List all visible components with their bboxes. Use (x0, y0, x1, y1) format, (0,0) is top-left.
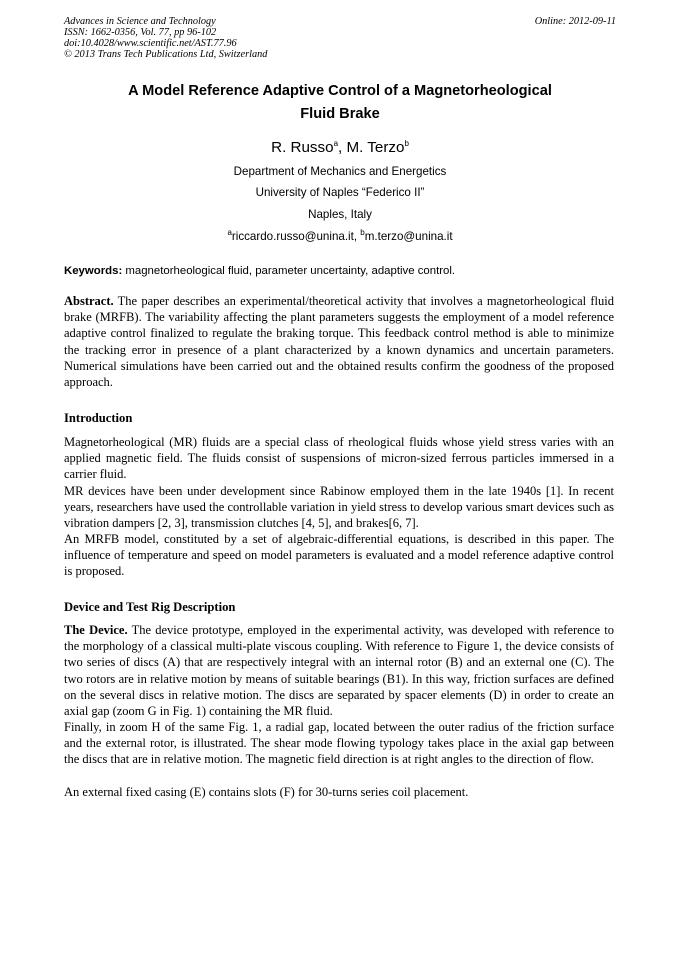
email-1: riccardo.russo@unina.it, (231, 230, 361, 243)
introduction-paragraph-2: MR devices have been under development since Rabinow employed them in the late 1940s [1]. In recent years, researchers have used the controllable variation in yield stress to develop various smart devices such as vibration dampers [2, 3], transmission clutches [4, 5], and brakes[6, 7]. (64, 484, 614, 531)
device-run-in: The Device. (64, 623, 128, 637)
abstract-label: Abstract. (64, 294, 114, 308)
journal-doi: doi:10.4028/www.scientific.net/AST.77.96 (64, 38, 237, 49)
device-paragraph-1 (64, 622, 614, 719)
device-paragraph-1-text: The device prototype, employed in the experimental activity, was developed with reference to the morphology of a classical multi-plate viscous coupling. With reference to Figure 1, the device consists of two series of discs (A) that are respectively integral with an internal rotor (B) and an external one (C). The two rotors are in relative motion by means of suitable bearings (B1). In this way, friction surfaces are defined on the several discs in relative motion. The discs are separated by spacer elements (D) in order to create an axial gap (zoom G in Fig. 1) containing the MR fluid. (64, 623, 615, 719)
title-line-2: Fluid Brake (300, 106, 380, 122)
journal-copyright: © 2013 Trans Tech Publications Ltd, Switzerland (64, 49, 268, 60)
keywords (64, 264, 624, 278)
device-paragraph-2: Finally, in zoom H of the same Fig. 1, a radial gap, located between the outer radius of the friction surface and the external rotor, is illustrated. The shear mode flowing typology takes place in the axial gap between the discs that are in relative motion. The magnetic field direction is at right angles to the direction of flow. (64, 720, 614, 767)
journal-header (64, 16, 616, 60)
device-paragraph-3: An external fixed casing (E) contains slots (F) for 30-turns series coil placement. (64, 785, 469, 799)
affiliation-city: Naples, Italy (308, 208, 372, 221)
keywords-label: Keywords: (64, 265, 123, 277)
keywords-text: magnetorheological fluid, parameter uncertainty, adaptive control. (122, 265, 456, 277)
title-line-1: A Model Reference Adaptive Control of a Magnetorheological (128, 83, 552, 99)
device-heading: Device and Test Rig Description (64, 600, 236, 614)
abstract-text: The paper describes an experimental/theoretical activity that involves a magnetorheological fluid brake (MRFB). The variability affecting the plant parameters suggests the employment of a model reference adaptive control finalized to regulate the braking torque. This feedback control method is able to minimize the tracking error in presence of a plant characterized by a known dynamics and uncertain parameters. Numerical simulations have been carried out and the obtained results confirm the goodness of the proposed approach. (64, 294, 614, 390)
author-1: R. Russo (271, 139, 334, 156)
email-2: m.terzo@unina.it (364, 230, 453, 243)
author-list (64, 138, 616, 158)
abstract (64, 293, 614, 390)
author-1-mark: a (333, 138, 339, 148)
journal-name: Advances in Science and Technology (64, 16, 216, 27)
author-2: M. Terzo (346, 139, 405, 156)
introduction-paragraph-3: An MRFB model, constituted by a set of algebraic-differential equations, is described in this paper. The influence of temperature and speed on model parameters is evaluated and a model reference adaptive control is proposed. (64, 532, 614, 579)
affiliation-department: Department of Mechanics and Energetics (233, 165, 447, 178)
author-emails (64, 230, 616, 244)
online-date: Online: 2012-09-11 (534, 16, 616, 27)
author-2-mark: b (404, 138, 409, 148)
affiliation-university: University of Naples “Federico II” (255, 186, 425, 199)
introduction-paragraph-1: Magnetorheological (MR) fluids are a special class of rheological fluids whose yield stress varies with an applied magnetic field. The fluids consist of suspensions of micron-sized ferrous particles immersed in a carrier fluid. (64, 435, 614, 482)
journal-issn: ISSN: 1662-0356, Vol. 77, pp 96-102 (64, 27, 217, 38)
author-separator: , (338, 139, 347, 156)
email-1-mark: a (227, 228, 232, 238)
paper-title (64, 80, 616, 126)
email-2-mark: b (360, 228, 365, 238)
introduction-heading: Introduction (64, 411, 133, 425)
